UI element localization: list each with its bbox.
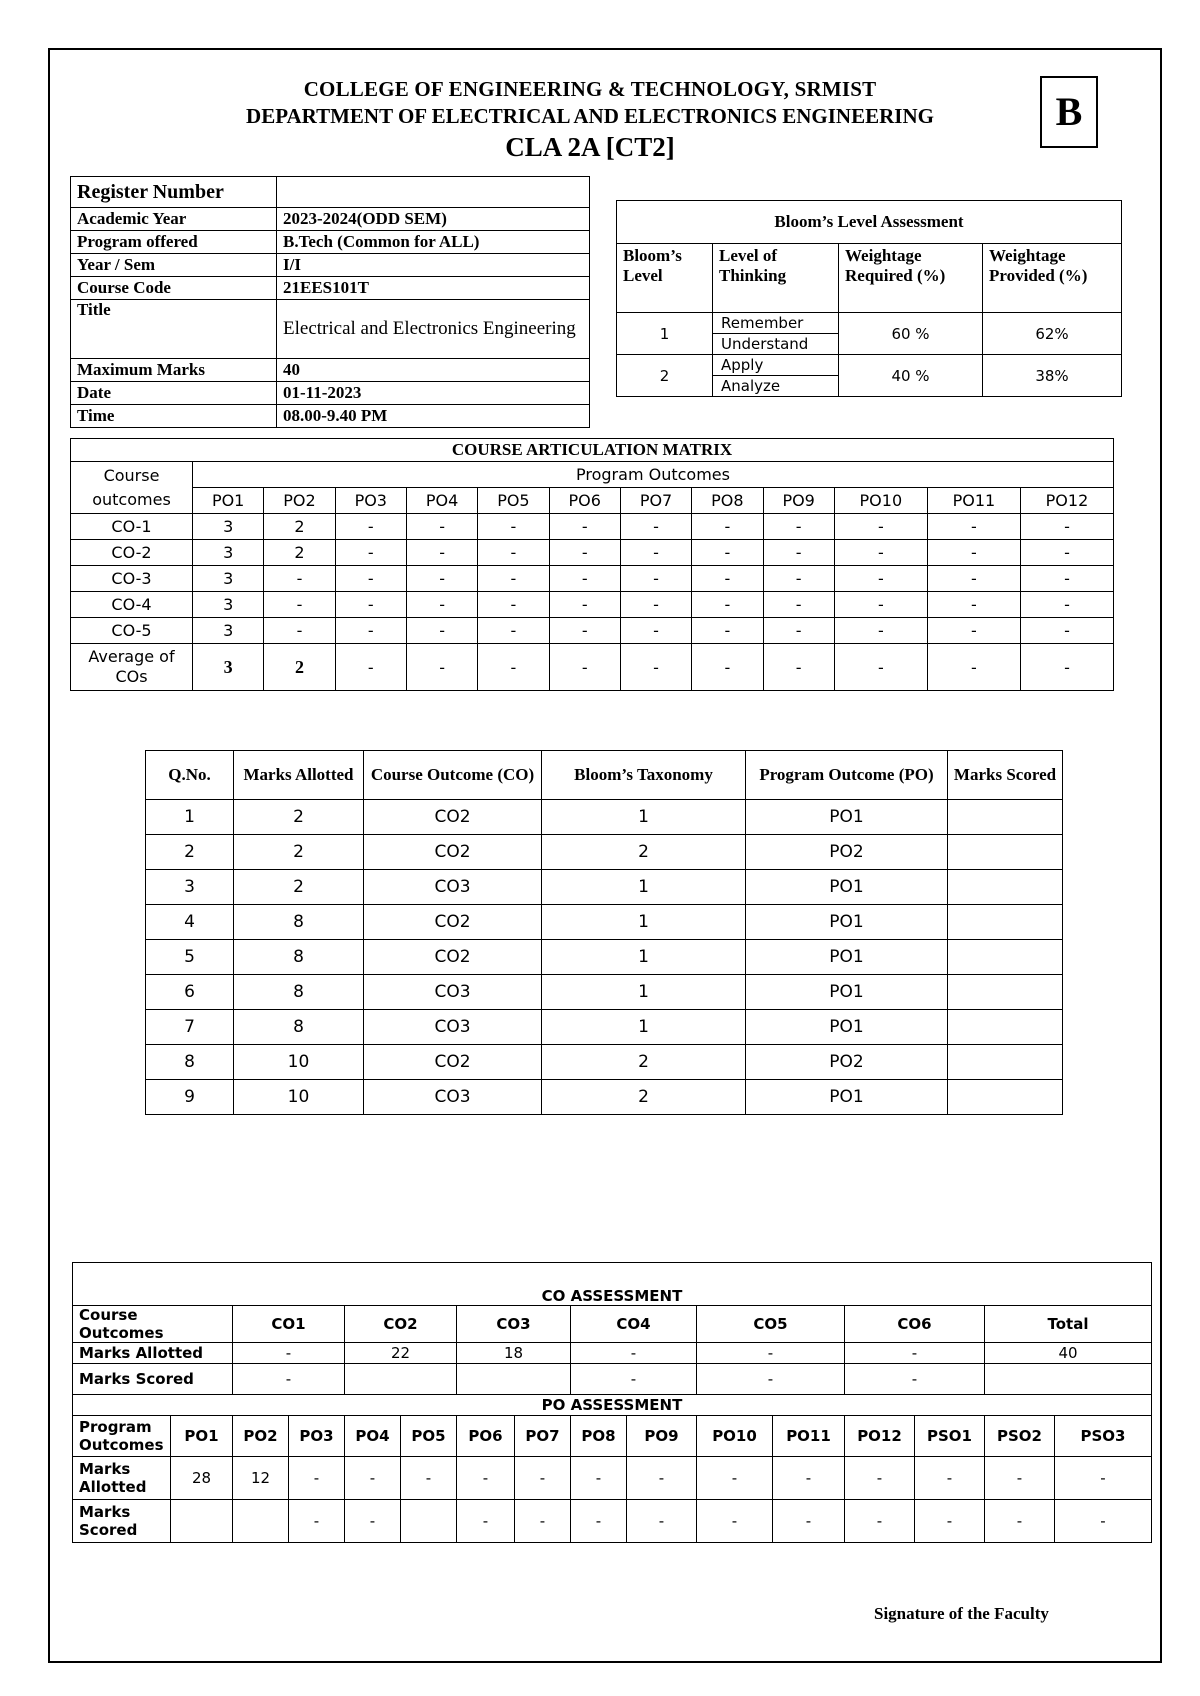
po-cell: - — [627, 1500, 697, 1543]
qt-header: Marks Allotted — [234, 751, 364, 800]
po-cell: - — [627, 1457, 697, 1500]
cam-cell: - — [763, 618, 834, 644]
department-name: DEPARTMENT OF ELECTRICAL AND ELECTRONICS ENGINEERING — [246, 104, 934, 128]
qt-header: Q.No. — [146, 751, 234, 800]
question-bloom: 1 — [542, 975, 746, 1010]
question-q: 3 — [146, 870, 234, 905]
po-cell: 28 — [171, 1457, 233, 1500]
cam-cell: 3 — [193, 618, 264, 644]
cam-average-cell: - — [1020, 644, 1113, 691]
question-row — [146, 940, 1063, 975]
po-cell: - — [1055, 1457, 1152, 1500]
co-row-label: Marks Allotted — [73, 1343, 233, 1364]
register-number-field[interactable] — [277, 177, 590, 208]
question-co: CO2 — [364, 940, 542, 975]
co-row-label: Course Outcomes — [73, 1306, 233, 1343]
title-value: Electrical and Electronics Engineering — [277, 300, 590, 359]
po-score-field[interactable] — [171, 1500, 233, 1543]
cam-cell: - — [692, 540, 763, 566]
cam-cell: - — [406, 566, 477, 592]
po-cell: - — [915, 1500, 985, 1543]
cam-row — [71, 592, 1114, 618]
question-mapping-table — [145, 750, 1063, 1115]
cam-po-label: PO7 — [620, 488, 691, 514]
co-header-cell: CO1 — [233, 1306, 345, 1343]
marks-scored-field[interactable] — [948, 975, 1063, 1010]
blooms-header: Bloom’s Level — [617, 244, 713, 313]
po-row-label: Program Outcomes — [73, 1416, 171, 1457]
co-cell: 18 — [457, 1343, 571, 1364]
po-score-field[interactable] — [401, 1500, 457, 1543]
cam-row — [71, 566, 1114, 592]
qt-header: Bloom’s Taxonomy — [542, 751, 746, 800]
cam-title: COURSE ARTICULATION MATRIX — [71, 439, 1114, 462]
co-cell: - — [571, 1343, 697, 1364]
co-score-field[interactable] — [985, 1364, 1152, 1395]
po-cell: - — [289, 1500, 345, 1543]
question-marks: 8 — [234, 1010, 364, 1045]
co-row-label: Marks Scored — [73, 1364, 233, 1395]
po-assessment-title: PO ASSESSMENT — [73, 1395, 1152, 1416]
question-po: PO1 — [746, 905, 948, 940]
info-label: Program offered — [71, 231, 277, 254]
cam-cell: - — [549, 592, 620, 618]
cam-cell: - — [335, 618, 406, 644]
question-po: PO1 — [746, 870, 948, 905]
po-header-cell: PO9 — [627, 1416, 697, 1457]
co-cell: - — [845, 1364, 985, 1395]
po-cell: - — [915, 1457, 985, 1500]
question-co: CO2 — [364, 800, 542, 835]
cam-cell: - — [335, 540, 406, 566]
cam-po-label: PO8 — [692, 488, 763, 514]
faculty-signature-label: Signature of the Faculty — [874, 1604, 1049, 1623]
title-label: Title — [71, 300, 277, 359]
co-header-cell: CO4 — [571, 1306, 697, 1343]
cam-cell: - — [1020, 540, 1113, 566]
question-q: 1 — [146, 800, 234, 835]
question-po: PO1 — [746, 940, 948, 975]
marks-scored-field[interactable] — [948, 940, 1063, 975]
cam-cell: - — [620, 540, 691, 566]
cam-cell: 3 — [193, 514, 264, 540]
question-q: 2 — [146, 835, 234, 870]
marks-scored-field[interactable] — [948, 1045, 1063, 1080]
cam-cell: - — [264, 592, 335, 618]
cam-cell: - — [549, 566, 620, 592]
question-bloom: 1 — [542, 940, 746, 975]
cam-cell: - — [620, 566, 691, 592]
question-q: 7 — [146, 1010, 234, 1045]
cam-cell: - — [927, 540, 1020, 566]
cam-cell: - — [1020, 592, 1113, 618]
po-header-cell: PO4 — [345, 1416, 401, 1457]
info-label: Maximum Marks — [71, 359, 277, 382]
cam-average-cell: - — [335, 644, 406, 691]
po-header-cell: PO3 — [289, 1416, 345, 1457]
po-cell: - — [457, 1500, 515, 1543]
co-cell: - — [697, 1364, 845, 1395]
cam-cell: - — [478, 540, 549, 566]
cam-cell: - — [834, 566, 927, 592]
co-header-cell: CO5 — [697, 1306, 845, 1343]
cam-cell: - — [692, 566, 763, 592]
cam-cell: - — [927, 566, 1020, 592]
blooms-header: Weightage Provided (%) — [983, 244, 1122, 313]
question-row — [146, 905, 1063, 940]
cam-row — [71, 618, 1114, 644]
question-row — [146, 1080, 1063, 1115]
co-cell: - — [845, 1343, 985, 1364]
cam-cell: - — [620, 618, 691, 644]
info-label: Date — [71, 382, 277, 405]
thinking-level: Analyze — [713, 376, 839, 397]
question-marks: 8 — [234, 975, 364, 1010]
cam-cell: - — [763, 592, 834, 618]
cam-average-cell: - — [692, 644, 763, 691]
cam-cell: - — [692, 514, 763, 540]
cam-cell: - — [549, 618, 620, 644]
cam-co-header: Course outcomes — [71, 462, 193, 514]
cam-cell: - — [406, 618, 477, 644]
cam-cell: 3 — [193, 592, 264, 618]
cam-cell: - — [620, 592, 691, 618]
cam-co-label: CO-2 — [71, 540, 193, 566]
question-row — [146, 1045, 1063, 1080]
question-po: PO1 — [746, 1010, 948, 1045]
po-cell: - — [457, 1457, 515, 1500]
thinking-level: Apply — [713, 355, 839, 376]
question-q: 9 — [146, 1080, 234, 1115]
co-header-cell: CO2 — [345, 1306, 457, 1343]
co-cell: - — [697, 1343, 845, 1364]
co-cell: 40 — [985, 1343, 1152, 1364]
assessment-table — [72, 1262, 1152, 1543]
po-cell: - — [985, 1457, 1055, 1500]
question-co: CO2 — [364, 835, 542, 870]
weightage-required: 40 % — [839, 355, 983, 397]
document-header — [150, 76, 1030, 164]
cam-average-cell: 3 — [193, 644, 264, 691]
info-label: Year / Sem — [71, 254, 277, 277]
blooms-level: 1 — [617, 313, 713, 355]
cam-cell: - — [927, 514, 1020, 540]
cam-cell: - — [264, 566, 335, 592]
co-header-cell: Total — [985, 1306, 1152, 1343]
cam-cell: - — [478, 514, 549, 540]
po-header-cell: PSO2 — [985, 1416, 1055, 1457]
cam-cell: - — [834, 540, 927, 566]
question-marks: 8 — [234, 905, 364, 940]
cam-cell: - — [692, 592, 763, 618]
question-bloom: 1 — [542, 905, 746, 940]
marks-scored-field[interactable] — [948, 800, 1063, 835]
po-cell: - — [773, 1457, 845, 1500]
info-value: 08.00-9.40 PM — [277, 405, 590, 428]
cam-co-label: CO-3 — [71, 566, 193, 592]
cam-cell: - — [1020, 566, 1113, 592]
weightage-provided: 38% — [983, 355, 1122, 397]
cam-cell: - — [335, 592, 406, 618]
po-cell: - — [985, 1500, 1055, 1543]
info-value: 01-11-2023 — [277, 382, 590, 405]
cam-cell: - — [834, 618, 927, 644]
info-value: I/I — [277, 254, 590, 277]
question-q: 8 — [146, 1045, 234, 1080]
po-header-cell: PO5 — [401, 1416, 457, 1457]
cam-co-label: CO-1 — [71, 514, 193, 540]
question-q: 5 — [146, 940, 234, 975]
cam-average-cell: - — [406, 644, 477, 691]
po-cell: - — [697, 1500, 773, 1543]
question-co: CO3 — [364, 1010, 542, 1045]
info-value: 40 — [277, 359, 590, 382]
question-co: CO3 — [364, 870, 542, 905]
cam-average-label: Average of COs — [71, 644, 193, 691]
question-po: PO1 — [746, 1080, 948, 1115]
cam-cell: 2 — [264, 540, 335, 566]
question-po: PO1 — [746, 975, 948, 1010]
thinking-level: Remember — [713, 313, 839, 334]
cam-average-cell: - — [927, 644, 1020, 691]
question-co: CO2 — [364, 1045, 542, 1080]
po-cell: - — [773, 1500, 845, 1543]
cam-cell: - — [335, 566, 406, 592]
po-cell: - — [1055, 1500, 1152, 1543]
po-cell: - — [345, 1457, 401, 1500]
cam-po-label: PO3 — [335, 488, 406, 514]
cam-cell: - — [927, 592, 1020, 618]
question-po: PO2 — [746, 835, 948, 870]
college-name: COLLEGE OF ENGINEERING & TECHNOLOGY, SRMIST — [303, 77, 877, 101]
po-header-cell: PO10 — [697, 1416, 773, 1457]
question-row — [146, 835, 1063, 870]
qt-header: Marks Scored — [948, 751, 1063, 800]
question-marks: 2 — [234, 835, 364, 870]
cam-cell: - — [549, 540, 620, 566]
question-bloom: 1 — [542, 1010, 746, 1045]
po-row-label: Marks Scored — [73, 1500, 171, 1543]
co-assessment-title: CO ASSESSMENT — [73, 1263, 1152, 1306]
po-header-cell: PO2 — [233, 1416, 289, 1457]
cam-po-label: PO12 — [1020, 488, 1113, 514]
cam-row — [71, 540, 1114, 566]
question-marks: 2 — [234, 800, 364, 835]
po-header-cell: PO11 — [773, 1416, 845, 1457]
co-header-cell: CO3 — [457, 1306, 571, 1343]
thinking-level: Understand — [713, 334, 839, 355]
cam-po-label: PO1 — [193, 488, 264, 514]
po-header-cell: PO7 — [515, 1416, 571, 1457]
po-header-cell: PSO3 — [1055, 1416, 1152, 1457]
po-cell: - — [515, 1457, 571, 1500]
cam-po-label: PO11 — [927, 488, 1020, 514]
cam-po-label: PO9 — [763, 488, 834, 514]
register-number-label: Register Number — [71, 177, 277, 208]
po-cell: - — [845, 1457, 915, 1500]
exam-title: CLA 2A [CT2] — [505, 132, 675, 162]
co-cell: - — [571, 1364, 697, 1395]
co-cell: - — [233, 1364, 345, 1395]
po-cell: - — [571, 1457, 627, 1500]
co-header-cell: CO6 — [845, 1306, 985, 1343]
cam-po-header: Program Outcomes — [193, 462, 1114, 488]
marks-scored-field[interactable] — [948, 905, 1063, 940]
marks-scored-field[interactable] — [948, 835, 1063, 870]
question-marks: 8 — [234, 940, 364, 975]
qt-header: Course Outcome (CO) — [364, 751, 542, 800]
cam-po-label: PO6 — [549, 488, 620, 514]
po-header-cell: PO12 — [845, 1416, 915, 1457]
blooms-header: Weightage Required (%) — [839, 244, 983, 313]
info-label: Course Code — [71, 277, 277, 300]
cam-cell: - — [692, 618, 763, 644]
question-marks: 2 — [234, 870, 364, 905]
cam-cell: - — [406, 540, 477, 566]
info-label: Time — [71, 405, 277, 428]
blooms-header: Level of Thinking — [713, 244, 839, 313]
question-row — [146, 975, 1063, 1010]
question-marks: 10 — [234, 1080, 364, 1115]
cam-cell: - — [834, 592, 927, 618]
cam-row — [71, 514, 1114, 540]
info-value: 21EES101T — [277, 277, 590, 300]
question-co: CO3 — [364, 975, 542, 1010]
cam-cell: - — [834, 514, 927, 540]
question-row — [146, 800, 1063, 835]
question-bloom: 2 — [542, 1045, 746, 1080]
question-set-box: B — [1040, 76, 1098, 148]
cam-po-label: PO10 — [834, 488, 927, 514]
question-q: 6 — [146, 975, 234, 1010]
cam-cell: - — [478, 618, 549, 644]
cam-cell: - — [549, 514, 620, 540]
po-score-field[interactable] — [233, 1500, 289, 1543]
weightage-required: 60 % — [839, 313, 983, 355]
exam-info-table — [70, 176, 590, 428]
question-row — [146, 1010, 1063, 1045]
cam-cell: - — [927, 618, 1020, 644]
cam-average-cell: - — [549, 644, 620, 691]
cam-average-cell: - — [478, 644, 549, 691]
marks-scored-field[interactable] — [948, 1010, 1063, 1045]
cam-cell: 3 — [193, 540, 264, 566]
info-value: B.Tech (Common for ALL) — [277, 231, 590, 254]
po-cell: - — [289, 1457, 345, 1500]
cam-cell: 3 — [193, 566, 264, 592]
cam-po-label: PO4 — [406, 488, 477, 514]
po-header-cell: PO1 — [171, 1416, 233, 1457]
cam-average-row — [71, 644, 1114, 691]
question-co: CO3 — [364, 1080, 542, 1115]
po-cell: 12 — [233, 1457, 289, 1500]
po-cell: - — [697, 1457, 773, 1500]
marks-scored-field[interactable] — [948, 1080, 1063, 1115]
po-cell: - — [401, 1457, 457, 1500]
question-po: PO1 — [746, 800, 948, 835]
cam-cell: - — [478, 592, 549, 618]
po-cell: - — [345, 1500, 401, 1543]
cam-cell: - — [763, 566, 834, 592]
info-value: 2023-2024(ODD SEM) — [277, 208, 590, 231]
po-header-cell: PO8 — [571, 1416, 627, 1457]
cam-cell: 2 — [264, 514, 335, 540]
co-cell: - — [233, 1343, 345, 1364]
po-row-label: Marks Allotted — [73, 1457, 171, 1500]
blooms-level-table — [616, 200, 1122, 397]
question-bloom: 2 — [542, 835, 746, 870]
cam-average-cell: - — [834, 644, 927, 691]
question-co: CO2 — [364, 905, 542, 940]
marks-scored-field[interactable] — [948, 870, 1063, 905]
cam-co-label: CO-5 — [71, 618, 193, 644]
blooms-level: 2 — [617, 355, 713, 397]
weightage-provided: 62% — [983, 313, 1122, 355]
question-bloom: 1 — [542, 870, 746, 905]
question-marks: 10 — [234, 1045, 364, 1080]
cam-cell: - — [264, 618, 335, 644]
cam-cell: - — [335, 514, 406, 540]
cam-cell: - — [1020, 618, 1113, 644]
cam-average-cell: 2 — [264, 644, 335, 691]
cam-cell: - — [406, 514, 477, 540]
info-label: Academic Year — [71, 208, 277, 231]
po-header-cell: PO6 — [457, 1416, 515, 1457]
co-score-field[interactable] — [345, 1364, 457, 1395]
cam-cell: - — [478, 566, 549, 592]
question-q: 4 — [146, 905, 234, 940]
co-cell: 22 — [345, 1343, 457, 1364]
cam-po-label: PO5 — [478, 488, 549, 514]
po-cell: - — [845, 1500, 915, 1543]
po-cell: - — [515, 1500, 571, 1543]
question-po: PO2 — [746, 1045, 948, 1080]
cam-cell: - — [1020, 514, 1113, 540]
cam-average-cell: - — [620, 644, 691, 691]
cam-average-cell: - — [763, 644, 834, 691]
cam-cell: - — [620, 514, 691, 540]
po-cell: - — [571, 1500, 627, 1543]
cam-cell: - — [406, 592, 477, 618]
cam-po-label: PO2 — [264, 488, 335, 514]
question-row — [146, 870, 1063, 905]
question-bloom: 2 — [542, 1080, 746, 1115]
co-score-field[interactable] — [457, 1364, 571, 1395]
po-header-cell: PSO1 — [915, 1416, 985, 1457]
blooms-title: Bloom’s Level Assessment — [617, 201, 1122, 244]
course-articulation-matrix — [70, 438, 1114, 691]
cam-cell: - — [763, 514, 834, 540]
qt-header: Program Outcome (PO) — [746, 751, 948, 800]
cam-co-label: CO-4 — [71, 592, 193, 618]
cam-cell: - — [763, 540, 834, 566]
question-bloom: 1 — [542, 800, 746, 835]
